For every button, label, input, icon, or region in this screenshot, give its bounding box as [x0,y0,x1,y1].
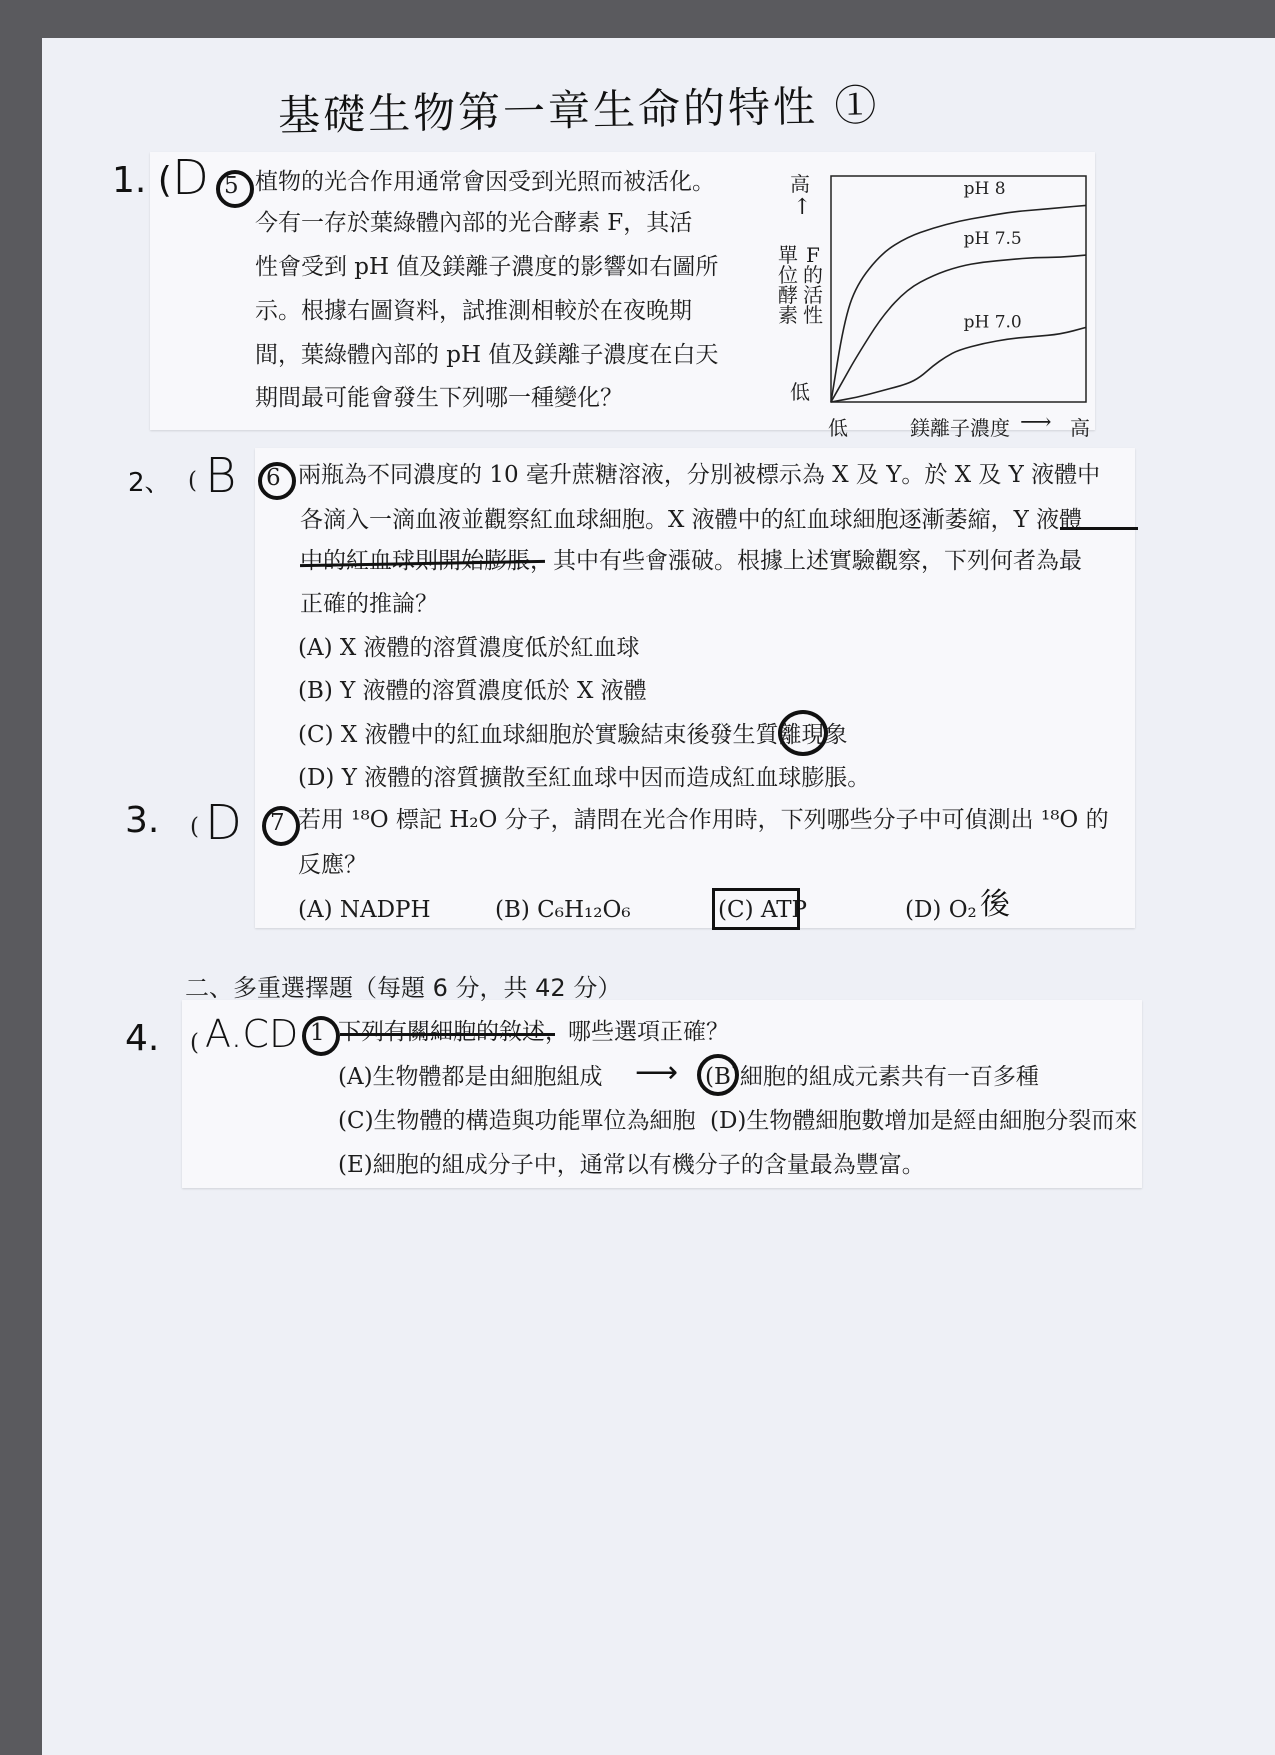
chart-x-arrow-icon: ⟶ [1020,410,1052,435]
q4-option-d: (D)生物體細胞數增加是經由細胞分裂而來 [710,1108,1138,1134]
q1-handwritten-answer: D [172,150,209,206]
q1-line-1: 植物的光合作用通常會因受到光照而被活化。 [255,169,715,195]
chart-frame [831,176,1086,402]
q3-option-c-box [712,888,800,930]
q2-line-3: 中的紅血球則開始膨脹，其中有些會漲破。根據上述實驗觀察，下列何者為最 [300,548,1082,574]
q2-option-b: (B) Y 液體的溶質濃度低於 X 液體 [298,678,647,704]
q4-option-a: (A)生物體都是由細胞組成 [338,1064,603,1090]
q1-line-2: 今有一存於葉綠體內部的光合酵素 F，其活 [255,210,693,236]
q2-line-2: 各滴入一滴血液並觀察紅血球細胞。X 液體中的紅血球細胞逐漸萎縮，Y 液體 [300,507,1083,533]
q4-option-e: (E)細胞的組成分子中，通常以有機分子的含量最為豐富。 [338,1152,925,1178]
q4-option-b: (B)細胞的組成元素共有一百多種 [705,1064,1039,1090]
q4-line-1: 下列有關細胞的敘述，哪些選項正確？ [338,1019,729,1045]
q2-line-1: 兩瓶為不同濃度的 10 毫升蔗糖溶液，分別被標示為 X 及 Y。於 X 及 Y 液體中 [298,462,1101,488]
q3-paren: ( [190,814,199,840]
series-line-0 [831,205,1086,402]
q3-option-b: (B) C₆H₁₂O₆ [495,897,631,923]
q1-line-6: 期間最可能會發生下列哪一種變化？ [255,385,623,411]
chart-y-high-label: 高 [790,172,810,196]
chart-y-label-right: F的活性 [803,243,823,327]
section-heading: 二、多重選擇題（每題 6 分，共 42 分） [185,974,622,1002]
chart-y-label-left: 單位酵素 [778,243,798,327]
q2-paren: ( [188,468,197,494]
q3-option-d: (D) O₂ [905,897,977,923]
q2-option-a: (A) X 液體的溶質濃度低於紅血球 [298,635,640,661]
q1-line-3: 性會受到 pH 值及鎂離子濃度的影響如右圖所 [255,254,719,280]
q2-term-circle [778,710,828,756]
q3-line-1: 若用 ¹⁸O 標記 H₂O 分子，請問在光合作用時，下列哪些分子中可偵測出 ¹⁸O 的 [298,807,1109,833]
series-line-1 [831,255,1086,402]
chart-x-label: 鎂離子濃度 [910,416,1010,440]
q2-underline-mark [1060,527,1138,530]
q3-option-c: (C) ATP [718,897,808,923]
handwritten-title: 基礎生物第一章生命的特性 ① [277,80,880,141]
chart-y-low-label: 低 [790,380,810,404]
series-label-2: pH 7.0 [963,312,1022,333]
chart-x-high-label: 高 [1070,416,1090,440]
series-line-2 [831,327,1086,402]
q4-paren: ( [190,1030,199,1056]
q3-number: 7 [270,810,285,836]
q1-handwritten-number: 1. ( [112,160,172,201]
q3-option-a: (A) NADPH [298,897,431,923]
q4-arrow-mark: ⟶ [635,1055,679,1090]
q2-line-4: 正確的推論？ [300,591,438,617]
q3-handwritten-number: 3. [125,800,160,841]
q2-number: 6 [266,465,281,491]
series-label-0: pH 8 [963,179,1006,200]
series-label-1: pH 7.5 [963,228,1022,249]
q4-option-b-circle [697,1054,739,1096]
q4-handwritten-answer: A.CD [205,1012,299,1056]
q1-line-5: 間，葉綠體內部的 pH 值及鎂離子濃度在白天 [255,342,719,368]
chart-y-arrow-icon: ↑ [793,195,812,220]
q1-number: 5 [224,173,239,199]
q2-option-d: (D) Y 液體的溶質擴散至紅血球中因而造成紅血球膨脹。 [298,765,871,791]
q4-handwritten-number: 4. [125,1018,160,1059]
q3-line-2: 反應？ [298,852,367,878]
q2-handwritten-answer: B [205,448,237,504]
q3-handwritten-answer: D [205,795,242,851]
q4-option-c: (C)生物體的構造與功能單位為細胞 [338,1108,696,1134]
q2-option-c: (C) X 液體中的紅血球細胞於實驗結束後發生質離現象 [298,722,848,748]
q1-line-4: 示。根據右圖資料，試推測相較於在夜晚期 [255,298,692,324]
q2-handwritten-number: 2、 [128,468,171,498]
q3-handwritten-note: 後 [980,887,1010,922]
q4-number: 1 [310,1020,325,1046]
enzyme-activity-chart [830,175,1090,405]
chart-x-low-label: 低 [828,416,848,440]
q4-strike-mark [340,1033,555,1036]
